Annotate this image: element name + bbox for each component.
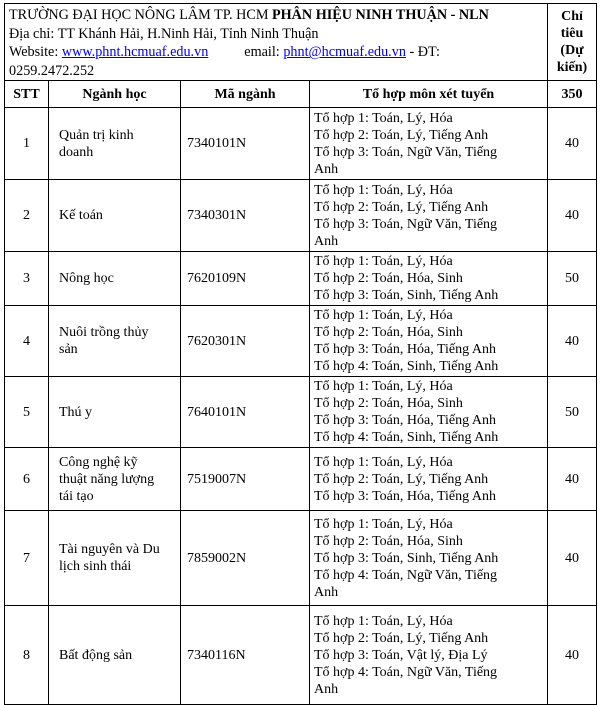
col-combos: Tổ hợp môn xét tuyển (310, 81, 548, 108)
row-combos: Tổ hợp 1: Toán, Lý, Hóa Tổ hợp 2: Toán, Hóa, Sinh Tổ hợp 3: Toán, Hóa, Tiếng Anh Tổ hợp 4: Toán, Sinh, Tiếng Anh (310, 377, 548, 448)
row-combos: Tổ hợp 1: Toán, Lý, Hóa Tổ hợp 2: Toán, Lý, Tiếng Anh Tổ hợp 3: Toán, Ngữ Văn, Tiếng Anh (310, 108, 548, 180)
admissions-table (4, 3, 597, 705)
header-row (5, 4, 597, 81)
table-row (5, 306, 597, 377)
row-major-name: Thú y (49, 377, 181, 448)
row-combos: Tổ hợp 1: Toán, Lý, Hóa Tổ hợp 2: Toán, Hóa, Sinh Tổ hợp 3: Toán, Sinh, Tiếng Anh (310, 252, 548, 306)
row-combos: Tổ hợp 1: Toán, Lý, Hóa Tổ hợp 2: Toán, Hóa, Sinh Tổ hợp 3: Toán, Sinh, Tiếng Anh Tổ hợp 4: Toán, Ngữ Văn, Tiếng Anh (310, 511, 548, 606)
col-total: 350 (548, 81, 597, 108)
row-quota: 50 (548, 377, 597, 448)
email-link[interactable]: phnt@hcmuaf.edu.vn (283, 44, 406, 61)
row-major-name: Công nghệ kỹ thuật năng lượng tái tạo (49, 448, 181, 511)
row-combos: Tổ hợp 1: Toán, Lý, Hóa Tổ hợp 2: Toán, Hóa, Sinh Tổ hợp 3: Toán, Hóa, Tiếng Anh Tổ hợp 4: Toán, Sinh, Tiếng Anh (310, 306, 548, 377)
row-major-code: 7340301N (181, 180, 310, 252)
row-major-code: 7859002N (181, 511, 310, 606)
table-body (5, 108, 597, 705)
col-code: Mã ngành (181, 81, 310, 108)
row-major-code: 7519007N (181, 448, 310, 511)
table-row (5, 180, 597, 252)
row-stt: 6 (5, 448, 49, 511)
row-quota: 40 (548, 448, 597, 511)
row-quota: 40 (548, 180, 597, 252)
row-quota: 40 (548, 306, 597, 377)
row-major-name: Nông học (49, 252, 181, 306)
row-combos: Tổ hợp 1: Toán, Lý, Hóa Tổ hợp 2: Toán, Lý, Tiếng Anh Tổ hợp 3: Toán, Hóa, Tiếng Anh (310, 448, 548, 511)
row-stt: 7 (5, 511, 49, 606)
school-address: Địa chỉ: TT Khánh Hải, H.Ninh Hải, Tỉnh Ninh Thuận (9, 25, 319, 42)
row-major-code: 7340116N (181, 606, 310, 705)
row-stt: 5 (5, 377, 49, 448)
row-major-code: 7340101N (181, 108, 310, 180)
school-name: TRƯỜNG ĐẠI HỌC NÔNG LÂM TP. HCM PHÂN HIỆU NINH THUẬN - NLN (9, 7, 489, 23)
row-stt: 8 (5, 606, 49, 705)
row-major-code: 7640101N (181, 377, 310, 448)
col-stt: STT (5, 81, 49, 108)
row-quota: 40 (548, 606, 597, 705)
school-info (5, 4, 548, 81)
row-major-name: Kế toán (49, 180, 181, 252)
row-major-name: Tài nguyên và Du lịch sinh thái (49, 511, 181, 606)
contact-line: Website: www.phnt.hcmuaf.edu.vn email: phnt@hcmuaf.edu.vn - ĐT: (9, 44, 440, 61)
table-row (5, 252, 597, 306)
row-quota: 50 (548, 252, 597, 306)
quota-header: Chỉ tiêu (Dự kiến) (548, 4, 597, 81)
row-major-name: Bất động sản (49, 606, 181, 705)
row-quota: 40 (548, 511, 597, 606)
row-stt: 3 (5, 252, 49, 306)
row-combos: Tổ hợp 1: Toán, Lý, Hóa Tổ hợp 2: Toán, Lý, Tiếng Anh Tổ hợp 3: Toán, Vật lý, Địa Lý Tổ hợp 4: Toán, Ngữ Văn, Tiếng Anh (310, 606, 548, 705)
table-row (5, 108, 597, 180)
row-major-name: Quản trị kinh doanh (49, 108, 181, 180)
table-row (5, 448, 597, 511)
row-quota: 40 (548, 108, 597, 180)
row-major-code: 7620301N (181, 306, 310, 377)
row-major-code: 7620109N (181, 252, 310, 306)
row-stt: 2 (5, 180, 49, 252)
table-row (5, 606, 597, 705)
col-major: Ngành học (49, 81, 181, 108)
phone-number: 0259.2472.252 (9, 62, 95, 79)
table-row (5, 511, 597, 606)
row-stt: 1 (5, 108, 49, 180)
row-stt: 4 (5, 306, 49, 377)
row-combos: Tổ hợp 1: Toán, Lý, Hóa Tổ hợp 2: Toán, Lý, Tiếng Anh Tổ hợp 3: Toán, Ngữ Văn, Tiếng Anh (310, 180, 548, 252)
row-major-name: Nuôi trồng thủy sản (49, 306, 181, 377)
website-link[interactable]: www.phnt.hcmuaf.edu.vn (61, 44, 209, 61)
table-row (5, 377, 597, 448)
column-header-row (5, 81, 597, 108)
